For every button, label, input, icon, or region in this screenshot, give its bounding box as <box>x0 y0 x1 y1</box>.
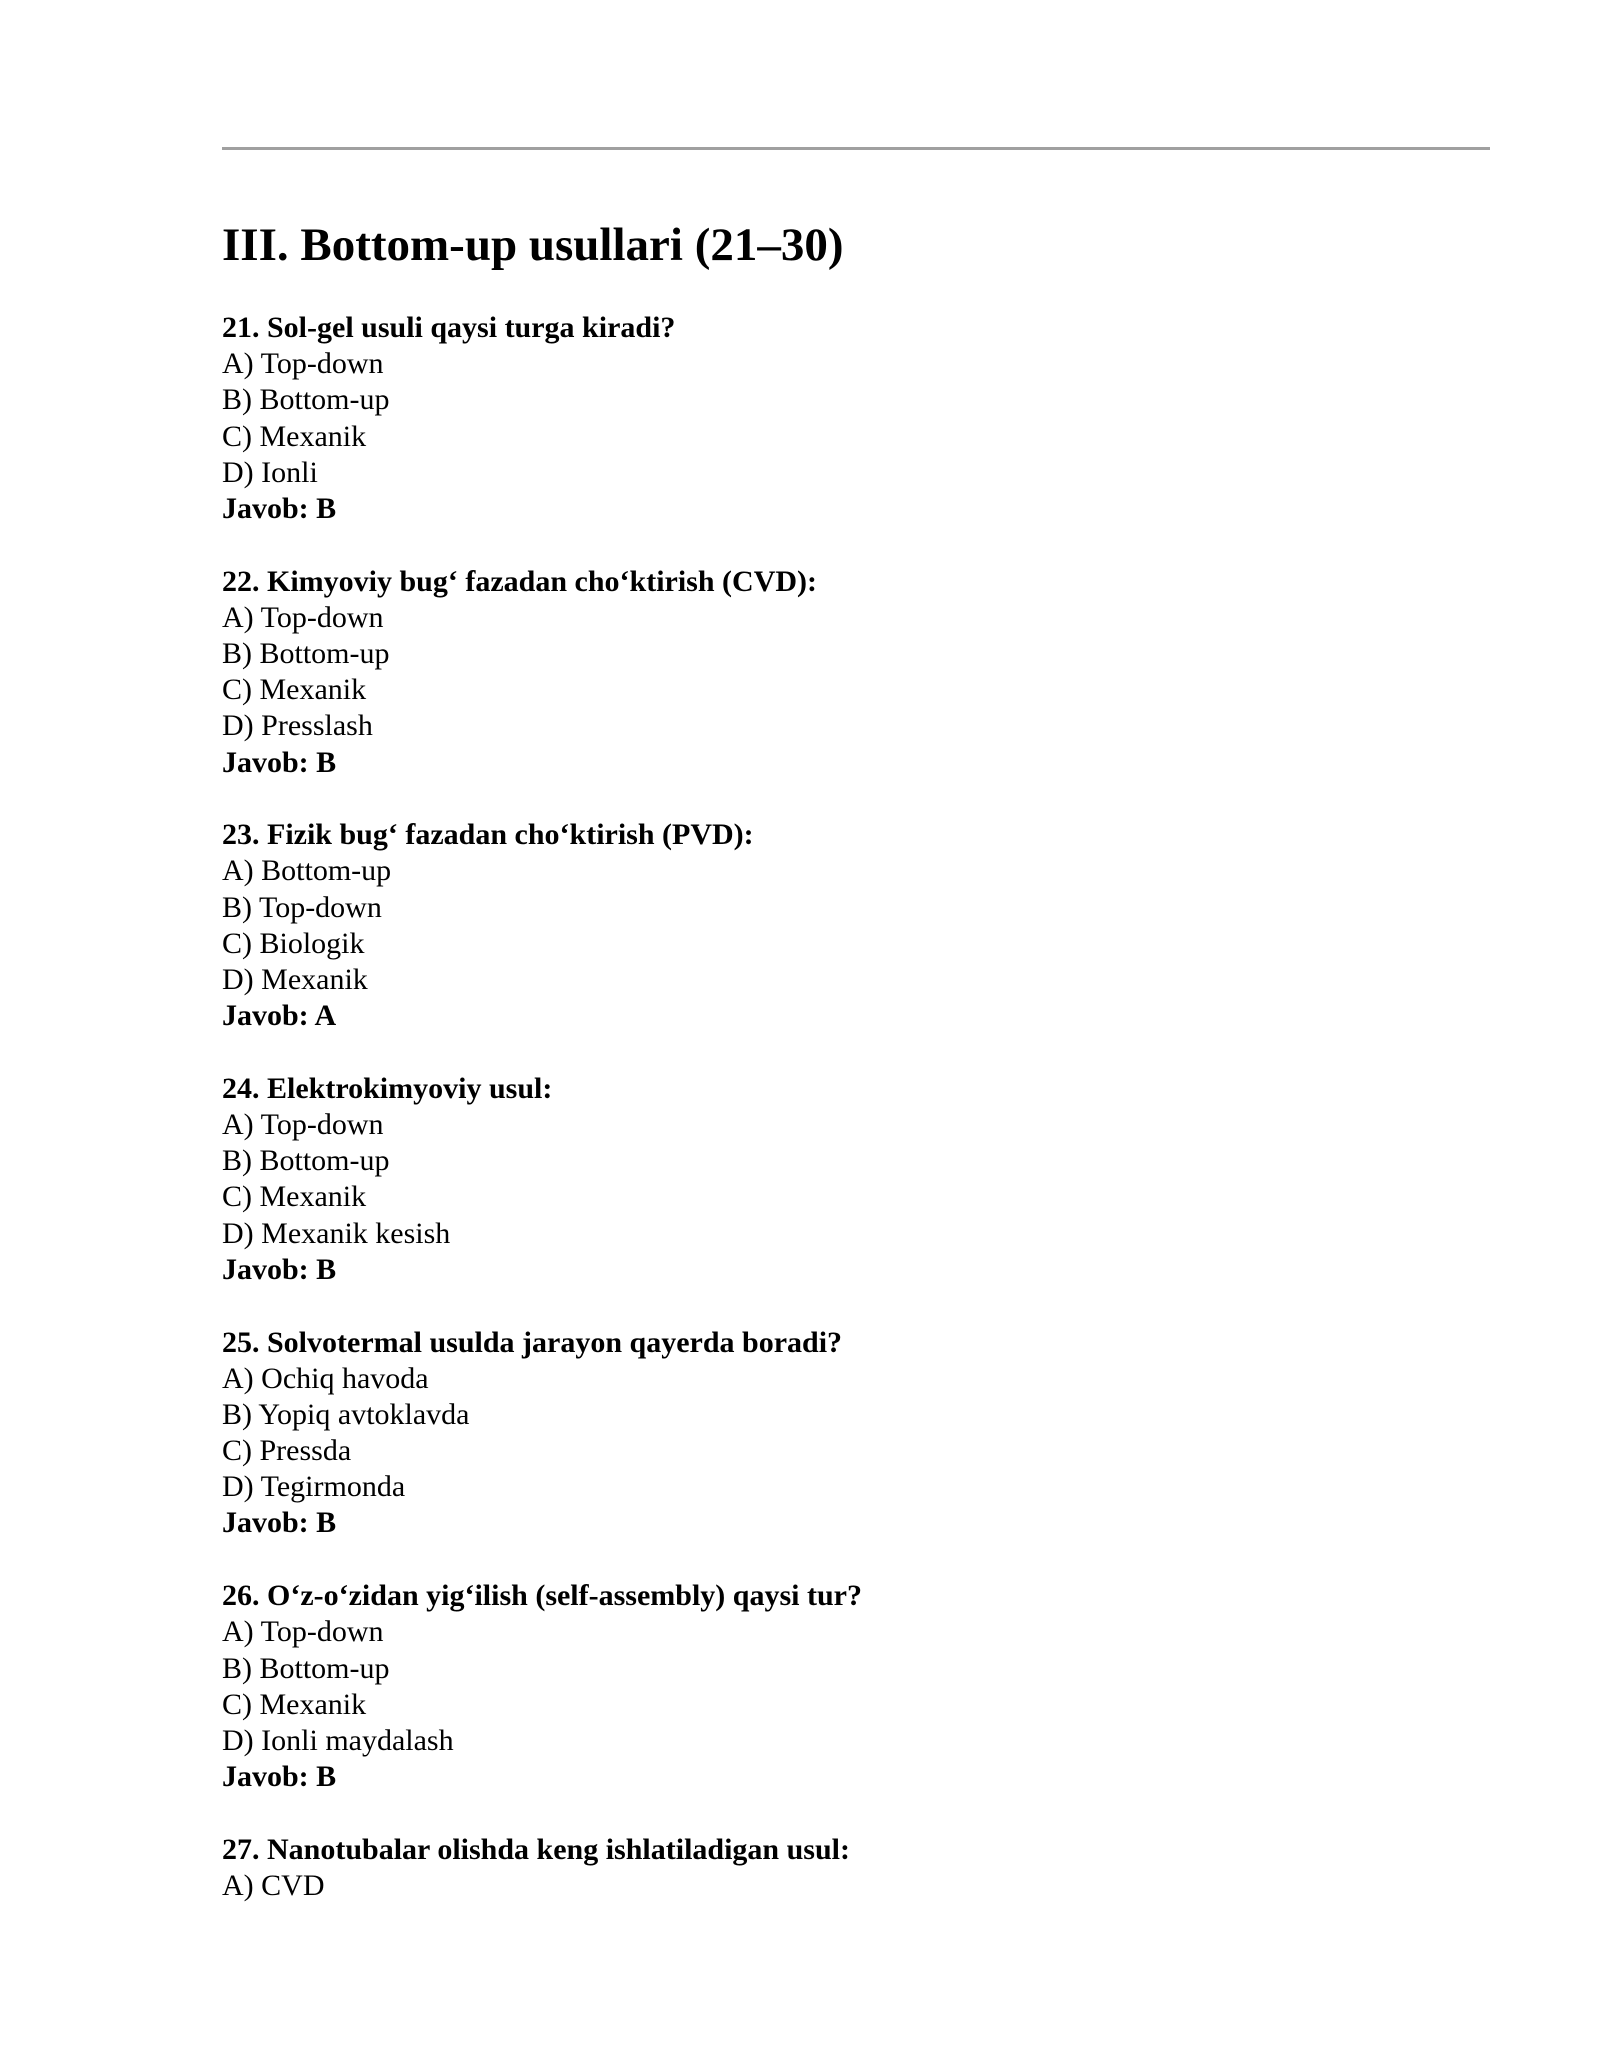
answer-key: Javob: B <box>222 745 337 779</box>
answer-key: Javob: A <box>222 999 337 1033</box>
option-d: D) Mexanik kesish <box>222 1216 451 1250</box>
option-d: D) Ionli maydalash <box>222 1723 454 1757</box>
option-d: D) Tegirmonda <box>222 1470 406 1504</box>
option-d: D) Ionli <box>222 455 318 489</box>
option-c: C) Mexanik <box>222 673 367 707</box>
question-list <box>222 310 1490 1941</box>
option-c: C) Mexanik <box>222 1687 367 1721</box>
question-text: 25. Solvotermal usulda jarayon qayerda boradi? <box>222 1325 843 1359</box>
option-a: A) CVD <box>222 1868 325 1902</box>
question-text: 27. Nanotubalar olishda keng ishlatiladigan usul: <box>222 1832 850 1866</box>
option-c: C) Mexanik <box>222 1180 367 1214</box>
option-b: B) Yopiq avtoklavda <box>222 1397 470 1431</box>
option-b: B) Bottom-up <box>222 383 390 417</box>
option-a: A) Top-down <box>222 1615 384 1649</box>
option-a: A) Top-down <box>222 347 384 381</box>
option-a: A) Top-down <box>222 600 384 634</box>
option-a: A) Bottom-up <box>222 854 392 888</box>
question-25 <box>222 1325 1490 1542</box>
option-c: C) Mexanik <box>222 419 367 453</box>
question-22 <box>222 564 1490 781</box>
option-c: C) Pressda <box>222 1434 352 1468</box>
question-text: 21. Sol-gel usuli qaysi turga kiradi? <box>222 311 676 344</box>
question-text: 23. Fizik bug‘ fazadan cho‘ktirish (PVD): <box>222 818 754 852</box>
option-b: B) Bottom-up <box>222 637 390 670</box>
answer-key: Javob: B <box>222 1252 337 1286</box>
option-b: B) Bottom-up <box>222 1651 390 1685</box>
option-b: B) Bottom-up <box>222 1144 390 1178</box>
option-b: B) Top-down <box>222 890 382 924</box>
option-a: A) Top-down <box>222 1108 384 1142</box>
question-27 <box>222 1832 1490 1904</box>
answer-key: Javob: B <box>222 1760 337 1794</box>
option-a: A) Ochiq havoda <box>222 1361 429 1395</box>
question-21 <box>222 310 1490 527</box>
option-c: C) Biologik <box>222 926 365 960</box>
section-title: III. Bottom-up usullari (21–30) <box>222 219 844 271</box>
question-23 <box>222 817 1490 1034</box>
option-d: D) Presslash <box>222 709 373 743</box>
question-text: 22. Kimyoviy bug‘ fazadan cho‘ktirish (CVD): <box>222 564 818 598</box>
option-d: D) Mexanik <box>222 963 368 996</box>
question-26 <box>222 1578 1490 1795</box>
question-24 <box>222 1071 1490 1288</box>
question-text: 26. O‘z-o‘zidan yig‘ilish (self-assembly) qaysi tur? <box>222 1579 862 1613</box>
horizontal-rule <box>222 147 1490 150</box>
answer-key: Javob: B <box>222 491 337 525</box>
answer-key: Javob: B <box>222 1506 337 1540</box>
question-text: 24. Elektrokimyoviy usul: <box>222 1071 553 1105</box>
